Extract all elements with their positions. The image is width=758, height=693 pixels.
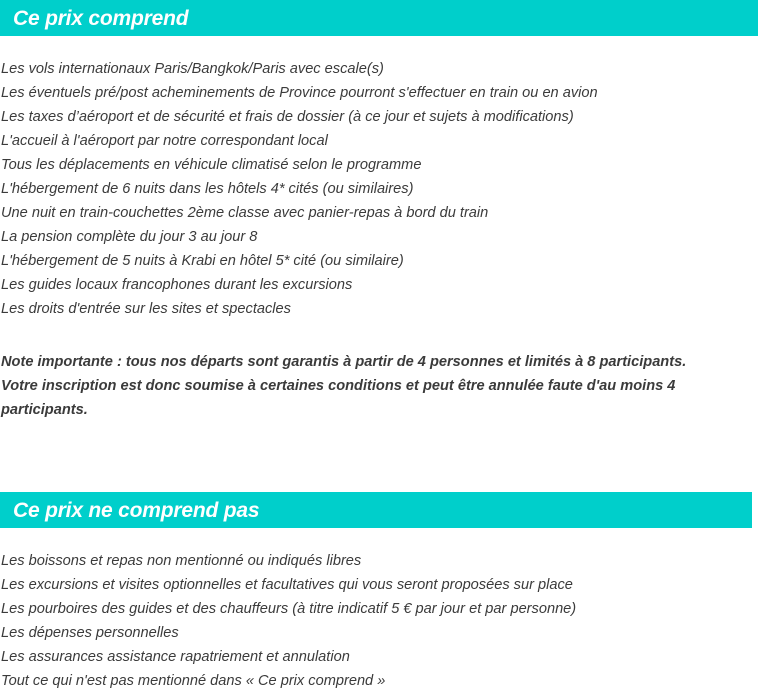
list-item: Les éventuels pré/post acheminements de Province pourront s'effectuer en train ou en avion (1, 85, 598, 101)
list-item: L'hébergement de 6 nuits dans les hôtels 4* cités (ou similaires) (1, 181, 414, 197)
list-item: Les assurances assistance rapatriement et annulation (1, 649, 350, 666)
spacer (0, 36, 758, 57)
included-items-list (0, 57, 758, 321)
list-item: Les excursions et visites optionnelles et facultatives qui vous seront proposées sur place (1, 577, 573, 594)
spacer (0, 528, 758, 549)
list-item: Une nuit en train-couchettes 2ème classe avec panier-repas à bord du train (1, 205, 489, 221)
list-item: L'accueil à l'aéroport par notre correspondant local (1, 133, 328, 149)
section-header-included (0, 0, 758, 36)
excluded-items-list (0, 549, 758, 693)
list-item: Les vols internationaux Paris/Bangkok/Paris avec escale(s) (1, 61, 384, 77)
list-item: L'hébergement de 5 nuits à Krabi en hôtel 5* cité (ou similaire) (1, 253, 404, 269)
section-title-excluded: Ce prix ne comprend pas (13, 498, 260, 522)
list-item: Tout ce qui n'est pas mentionné dans « Ce prix comprend » (1, 673, 386, 690)
spacer (0, 321, 758, 335)
list-item: La pension complète du jour 3 au jour 8 (1, 229, 258, 245)
important-note: Note importante : tous nos départs sont garantis à partir de 4 personnes et limités à 8 participants. Votre inscription est donc soumise à certaines conditions et peut être annulée faute d'au moins 4 participants. (1, 353, 687, 418)
section-title-included: Ce prix comprend (13, 6, 189, 30)
list-item: Les dépenses personnelles (1, 625, 179, 642)
list-item: Les pourboires des guides et des chauffeurs (à titre indicatif 5 € par jour et par personne) (1, 601, 577, 618)
list-item: Les boissons et repas non mentionné ou indiqués libres (1, 553, 362, 570)
list-item: Les droits d'entrée sur les sites et spectacles (1, 301, 291, 317)
spacer (0, 436, 758, 492)
section-header-excluded (0, 492, 752, 528)
list-item: Les guides locaux francophones durant les excursions (1, 277, 353, 293)
list-item: Tous les déplacements en véhicule climatisé selon le programme (1, 157, 422, 173)
list-item: Les taxes d’aéroport et de sécurité et frais de dossier (à ce jour et sujets à modifications) (1, 109, 574, 125)
